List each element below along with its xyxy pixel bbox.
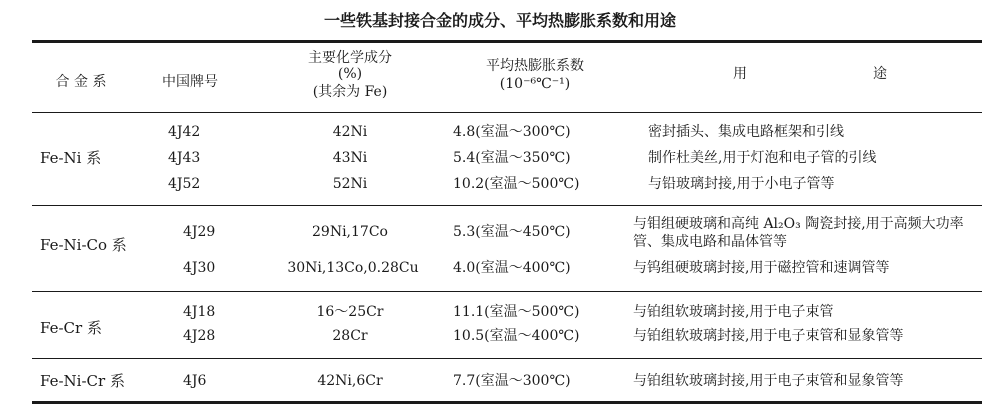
composition-cell: 43Ni xyxy=(332,150,368,166)
header-composition-line1: 主要化学成分 xyxy=(308,50,392,66)
bottom-rule xyxy=(32,401,982,404)
group-rule xyxy=(32,205,982,206)
use-cell: 与铂组软玻璃封接,用于电子束管和显象管等 xyxy=(633,373,904,389)
cte-cell: 10.5(室温～400℃) xyxy=(453,328,580,344)
header-composition-line2: (%) xyxy=(337,66,363,82)
grade-cell: 4J18 xyxy=(183,304,216,320)
use-cell: 与铂组软玻璃封接,用于电子束管和显象管等 xyxy=(633,328,904,344)
cte-cell: 4.0(室温～400℃) xyxy=(453,260,571,276)
header-use: 用 途 xyxy=(733,66,887,82)
cte-cell: 11.1(室温～500℃) xyxy=(453,304,580,320)
grade-cell: 4J43 xyxy=(168,150,201,166)
group-rule xyxy=(32,358,982,359)
system-label: Fe-Ni-Cr 系 xyxy=(40,372,125,390)
header-composition-line3: (其余为 Fe) xyxy=(312,84,388,100)
composition-cell: 52Ni xyxy=(332,176,368,192)
cte-cell: 5.4(室温～350℃) xyxy=(453,150,571,166)
grade-cell: 4J30 xyxy=(183,260,216,276)
composition-cell: 16～25Cr xyxy=(316,304,384,320)
top-rule xyxy=(32,40,982,43)
cte-cell: 10.2(室温～500℃) xyxy=(453,176,580,192)
grade-cell: 4J29 xyxy=(183,224,216,240)
grade-cell: 4J42 xyxy=(168,124,201,140)
header-cte-line2: (10⁻⁶℃⁻¹) xyxy=(499,76,571,92)
header-cte-line1: 平均热膨胀系数 xyxy=(486,58,584,74)
use-cell: 与铅玻璃封接,用于小电子管等 xyxy=(648,176,835,192)
use-cell: 与钨组硬玻璃封接,用于磁控管和速调管等 xyxy=(633,260,890,276)
grade-cell: 4J6 xyxy=(183,373,207,389)
composition-cell: 42Ni,6Cr xyxy=(317,373,383,389)
grade-cell: 4J52 xyxy=(168,176,201,192)
table-title: 一些铁基封接合金的成分、平均热膨胀系数和用途 xyxy=(323,11,676,30)
use-cell: 密封插头、集成电路框架和引线 xyxy=(648,124,844,140)
system-label: Fe-Cr 系 xyxy=(40,319,102,337)
header-grade: 中国牌号 xyxy=(162,74,218,90)
composition-cell: 30Ni,13Co,0.28Cu xyxy=(287,260,419,276)
use-cell: 制作杜美丝,用于灯泡和电子管的引线 xyxy=(648,150,877,166)
cte-cell: 5.3(室温～450℃) xyxy=(453,224,571,240)
composition-cell: 42Ni xyxy=(332,124,368,140)
group-rule xyxy=(32,291,982,292)
composition-cell: 28Cr xyxy=(332,328,368,344)
header-system: 合 金 系 xyxy=(55,74,107,90)
system-label: Fe-Ni-Co 系 xyxy=(40,236,127,254)
use-cell: 与钼组硬玻璃和高纯 Al₂O₃ 陶瓷封接,用于高频大功率管、集成电路和晶体管等 xyxy=(633,216,964,250)
cte-cell: 4.8(室温～300℃) xyxy=(453,124,571,140)
system-label: Fe-Ni 系 xyxy=(40,149,102,167)
use-cell: 与铂组软玻璃封接,用于电子束管 xyxy=(633,304,834,320)
header-rule xyxy=(32,112,982,113)
composition-cell: 29Ni,17Co xyxy=(312,224,388,240)
cte-cell: 7.7(室温～300℃) xyxy=(453,373,571,389)
grade-cell: 4J28 xyxy=(183,328,216,344)
